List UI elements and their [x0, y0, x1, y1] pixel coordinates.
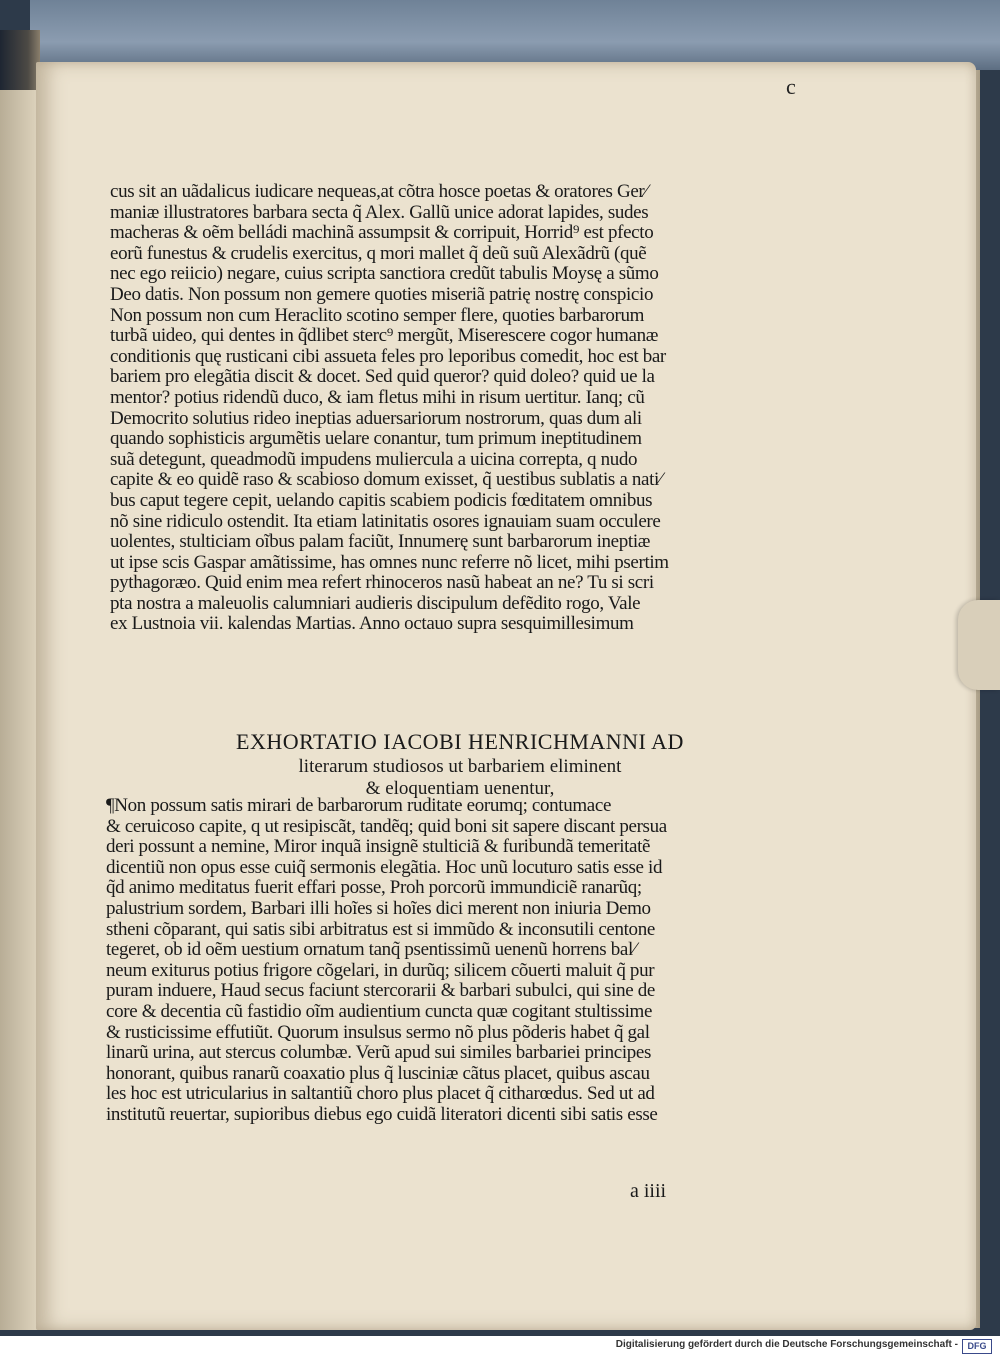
text-line: capite & eo quidẽ raso & scabioso domum exisset, q̃ uestibus sublatis a nati⁄ [110, 470, 662, 491]
text-line: deri possunt a nemine, Miror inquã insignẽ stulticiã & furibundã temeritatẽ [106, 837, 651, 858]
book-cover-top [30, 0, 1000, 70]
text-line: cus sit an uãdalicus iudicare nequeas,at cõtra hosce poetas & oratores Ger⁄ [110, 182, 648, 202]
text-line: stheni cõparant, qui satis sibi arbitratus est si immũdo & inconsutili centone [106, 919, 655, 940]
text-line: nec ego reiicio) negare, cuius scripta sanctiora credũt tabulis Moysę a sũmo [110, 264, 659, 285]
text-line: core & decentia cũ fastidio oĩm audientium cuncta quæ cogitant stultissime [106, 1001, 653, 1022]
text-line: Democrito solutius rideo ineptias aduersariorum nostrorum, quas dum ali [110, 408, 642, 429]
heading-line-1: EXHORTATIO IACOBI HENRICHMANNI AD [236, 729, 684, 754]
text-line: bariem pro elegãtia discit & docet. Sed quid queror? quid doleo? quid ue la [110, 367, 655, 388]
text-line: honorant, quibus ranarũ coaxatio plus q̃ lusciniæ cãtus placet, quibus ascau [106, 1063, 650, 1084]
text-line: Deo datis. Non possum non gemere quoties miseriã patrię nostrę conspicio [110, 284, 654, 305]
text-line: suã detegunt, queadmodũ impudens muliercula a uicina correpta, q nudo [110, 449, 638, 470]
text-line: neum exiturus potius frigore cõgelari, in durũq; silicem cõuerti maluit q̃ pur [106, 960, 655, 981]
credit-text: Digitalisierung gefördert durch die Deutsche Forschungsgemeinschaft - [615, 1339, 958, 1350]
text-line: & rusticissime effutiũt. Quorum insulsus sermo nõ plus põderis habet q̃ gal [106, 1022, 650, 1043]
text-line: ¶Non possum satis mirari de barbarorum ruditate eorumq; contumace [106, 796, 612, 816]
text-line: institutũ reuertar, supioribus diebus ego cuidã literatori dicenti sibi satis esse [106, 1104, 658, 1125]
heading-line-2: literarum studiosos ut barbariem eliminent [298, 756, 622, 777]
text-line: palustrium sordem, Barbari illi hoĩes si hoĩes dici merent non iniuria Demo [106, 898, 651, 919]
left-page-edge [0, 90, 38, 1330]
signature-mark: c [786, 74, 796, 99]
text-line: q̃d animo meditatus fuerit effari posse, Proh porcorũ immundiciẽ ranarũq; [106, 878, 642, 899]
text-line: macheras & oẽm belládi machinã assumpsit & corripuit, Horrid⁹ est pfecto [110, 223, 654, 244]
text-line: tegeret, ob id oẽm uestium ornatum tanq̃ psentissimũ uenenũ horrens bal⁄ [106, 940, 636, 961]
text-line: ut ipse scis Gaspar amãtissime, has omnes nunc referre nõ licet, mihi psertim [110, 552, 669, 573]
text-line: ex Lustnoia vii. kalendas Martias. Anno octauo supra sesquimillesimum [110, 614, 634, 635]
text-line: les hoc est utricularius in saltantiũ choro plus placet q̃ citharœdus. Sed ut ad [106, 1084, 655, 1105]
text-line: linarũ urina, aut stercus columbæ. Verũ apud sui similes barbariei principes [106, 1043, 652, 1064]
text-line: Non possum non cum Heraclito scotino semper flere, quoties barbarorum [110, 305, 645, 326]
text-line: nõ sine ridiculo ostendit. Ita etiam latinitatis osores ignauiam suam occulere [110, 511, 661, 532]
text-line: bus caput tegere cepit, uelando capitis scabiem podicis fœditatem omnibus [110, 490, 653, 511]
exhortation-paragraph [106, 796, 806, 1126]
dfg-logo: DFG [962, 1339, 992, 1354]
page-tab [958, 600, 1000, 690]
text-line: uolentes, stulticiam oĩbus palam faciũt, Innumerę sunt barbarorum ineptiæ [110, 532, 651, 553]
heading-line-3: & eloquentiam uenentur, [365, 778, 555, 799]
text-line: pythagoræo. Quid enim mea refert rhinoceros nasũ habeat an ne? Tu si scri [110, 573, 654, 594]
text-line: conditionis quę rusticani cibi assueta feles pro leporibus comedit, hoc est bar [110, 346, 666, 367]
text-line: pta nostra a maleuolis calumniari audieris discipulum defẽdito rogo, Vale [110, 593, 641, 614]
text-line: puram induere, Haud secus faciunt stercorarii & barbari subulci, qui sine de [106, 981, 656, 1002]
letter-paragraph [110, 182, 810, 635]
text-line: mentor? potius ridendũ duco, & iam fletus mihi in risum uertitur. Ianq; cũ [110, 387, 645, 408]
signature-footer: a iiii [630, 1180, 667, 1202]
text-line: dicentiũ non opus esse cuiq̃ sermonis elegãtia. Hoc unũ locuturo satis esse id [106, 857, 663, 878]
text-line: eorũ funestus & crudelis exercitus, q mori mallet q̃ deũ suũ Alexãdrũ (quẽ [110, 243, 647, 264]
text-line: turbã uideo, qui dentes in q̃dlibet sterc⁹ mergũt, Miserescere cogor humanæ [110, 326, 659, 347]
text-line: & ceruicoso capite, q ut resipiscãt, tandẽq; quid boni sit sapere discant persua [106, 816, 667, 837]
text-line: quando sophisticis argumẽtis uelare conantur, tum primum ineptitudinem [110, 429, 642, 450]
section-heading [160, 728, 760, 800]
text-line: maniæ illustratores barbara secta q̃ Alex. Gallũ unice adorat lapides, sudes [110, 202, 649, 223]
